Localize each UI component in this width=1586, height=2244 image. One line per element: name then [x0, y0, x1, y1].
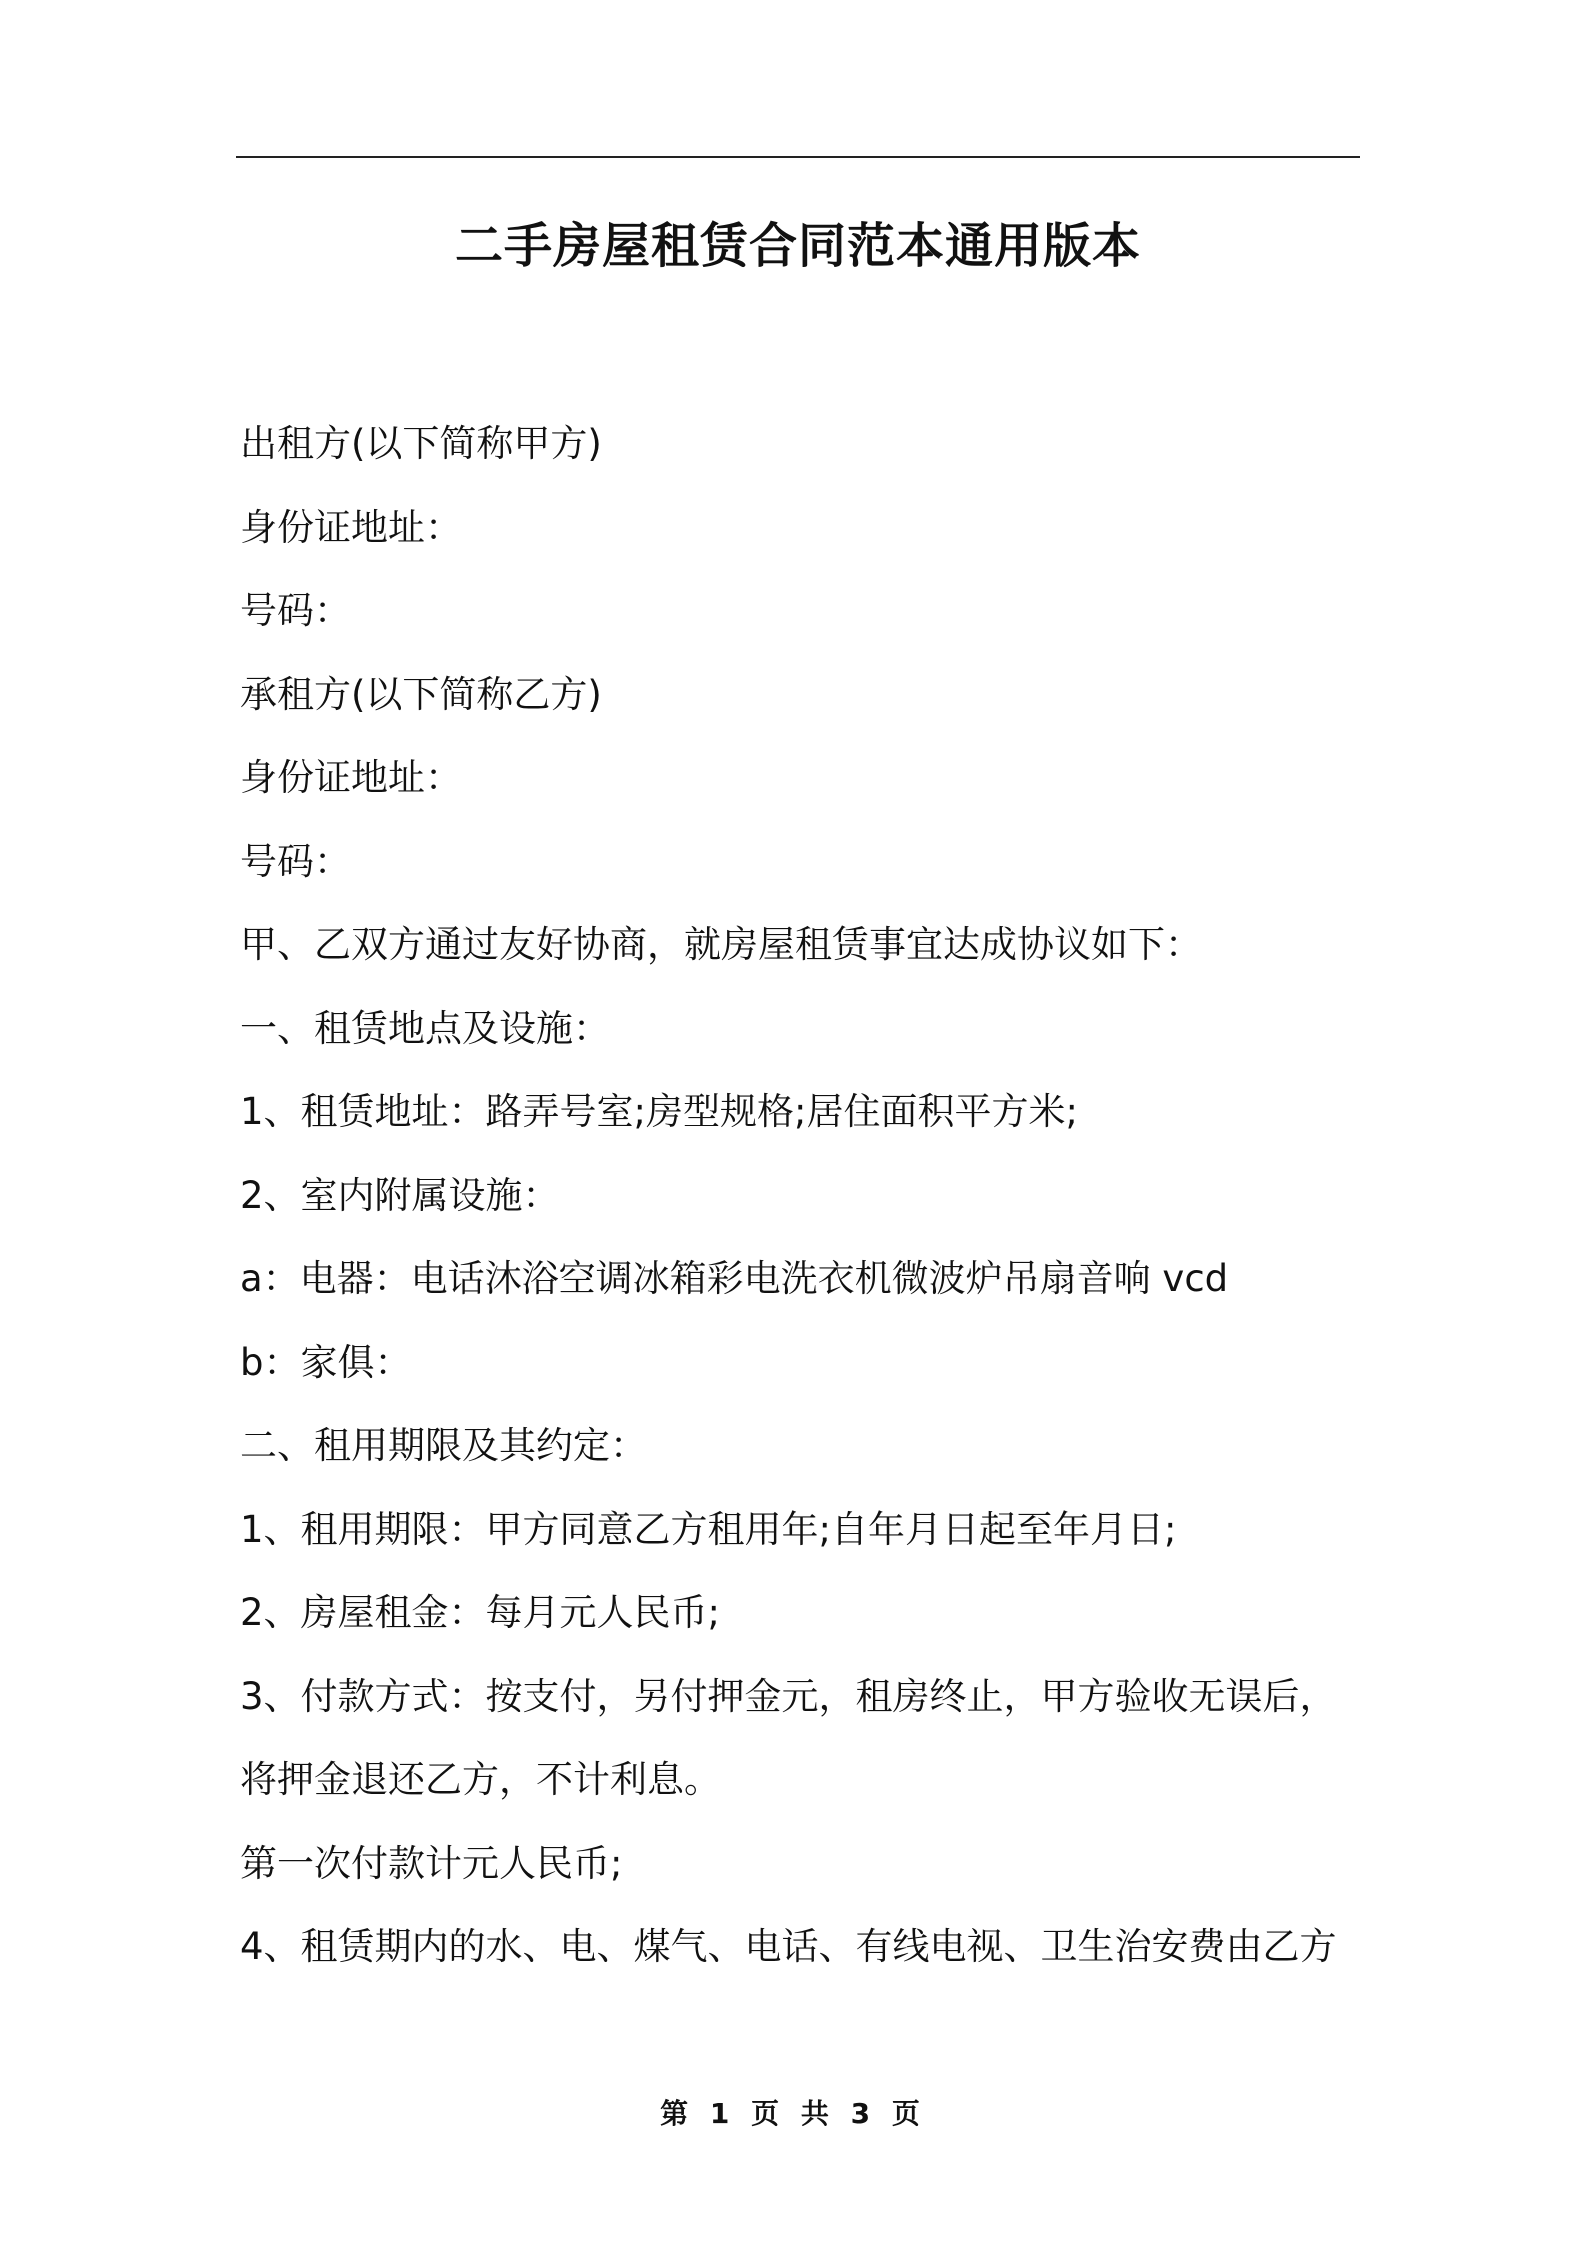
document-body	[240, 402, 1366, 1989]
paragraph-utilities: 4、租赁期内的水、电、煤气、电话、有线电视、卫生治安费由乙方	[240, 1925, 1337, 1968]
paragraph-lessee-id-number: 号码：	[240, 839, 351, 883]
paragraph-facilities: 2、室内附属设施：	[240, 1173, 560, 1217]
header-rule	[236, 156, 1360, 158]
section-heading-term: 二、租用期限及其约定：	[240, 1424, 647, 1467]
paragraph-appliances: a：电器：电话沐浴空调冰箱彩电洗衣机微波炉吊扇音响 vcd	[240, 1257, 1229, 1300]
paragraph-lessor-id-address: 身份证地址：	[240, 505, 462, 549]
document-title: 二手房屋租赁合同范本通用版本	[454, 218, 1141, 274]
paragraph-lessee: 承租方(以下简称乙方)	[240, 672, 602, 716]
paragraph-first-payment: 第一次付款计元人民币;	[240, 1841, 623, 1885]
paragraph-payment-method: 3、付款方式：按支付，另付押金元，租房终止，甲方验收无误后，	[240, 1674, 1337, 1718]
paragraph-rent: 2、房屋租金：每月元人民币;	[240, 1591, 721, 1634]
paragraph-deposit-refund: 将押金退还乙方，不计利息。	[240, 1758, 721, 1801]
page-footer: 第 1 页 共 3 页	[660, 2097, 926, 2130]
paragraph-lessor-id-number: 号码：	[240, 589, 351, 632]
paragraph-lessee-id-address: 身份证地址：	[240, 756, 462, 799]
paragraph-rental-address: 1、租赁地址：路弄号室;房型规格;居住面积平方米;	[240, 1090, 1078, 1133]
paragraph-agreement-intro: 甲、乙双方通过友好协商，就房屋租赁事宜达成协议如下：	[240, 923, 1202, 966]
section-heading-location: 一、租赁地点及设施：	[240, 1006, 610, 1050]
paragraph-furniture: b：家俱：	[240, 1340, 412, 1384]
paragraph-lessor: 出租方(以下简称甲方)	[240, 422, 602, 465]
paragraph-lease-term: 1、租用期限：甲方同意乙方租用年;自年月日起至年月日;	[240, 1507, 1177, 1551]
